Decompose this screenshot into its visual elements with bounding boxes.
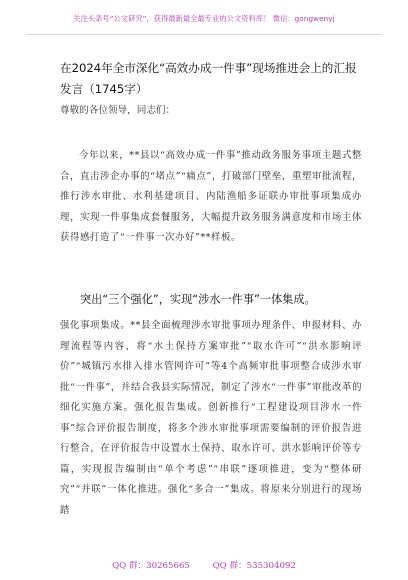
body-paragraph-1: 今年以来，**县以“高效办成一件事”推动政务服务事项主题式整合，直击涉企办事的“堵点”“痛点”，打破部门壁垒，重塑审批流程，推行涉水审批、水利基建项目、内陆渔船多证联办审批事项集成办理，实现一件事集成套餐服务，大幅提升政务服务满意度和市场主体获得感打造了“一件事一次办好”**样板。 bbox=[60, 150, 362, 243]
header-divider bbox=[26, 34, 382, 35]
section-heading: 突出“三个强化”，实现“涉水一件事”一体集成。 bbox=[80, 293, 316, 306]
document-title: 在2024年全市深化“高效办成一件事”现场推进会上的汇报发言（1745字） bbox=[60, 61, 357, 96]
footer-qq-group-1: QQ 群：30265665 bbox=[112, 561, 190, 571]
body-paragraph-2: 强化事项集成。**县全面梳理涉水审批事项办理条件、申报材料、办理流程等内容，将“水土保持方案审批”“取水许可”“洪水影响评价”“城镇污水排入排水管网许可”等4个高频审批事项整合成涉水审批“一件事”，并结合我县实际情况，制定了涉水“一件事”审批改革的细化实施方案。强化报告集成。创新推行“工程建设项目涉水一件事”综合评价报告制度，将多个涉水审批事项需要编制的评价报告进行整合，在评价报告中设置水土保持、取水许可、洪水影响评价等专篇，实现报告编制由“单个考虑”“串联”逐项推进，变为“整体研究”“并联”一体化推进。强化“多合一”集成。将原来分别进行的现场踏 bbox=[60, 320, 362, 516]
header-banner: 关注头条号“公文研究”，获得最新最全最专业的公文资料库！ 微信：gongwenyj bbox=[73, 14, 335, 23]
salutation: 尊敬的各位领导，同志们： bbox=[60, 105, 176, 116]
footer-contact bbox=[0, 559, 408, 571]
footer-qq-group-2: QQ 群：535304092 bbox=[212, 561, 296, 571]
